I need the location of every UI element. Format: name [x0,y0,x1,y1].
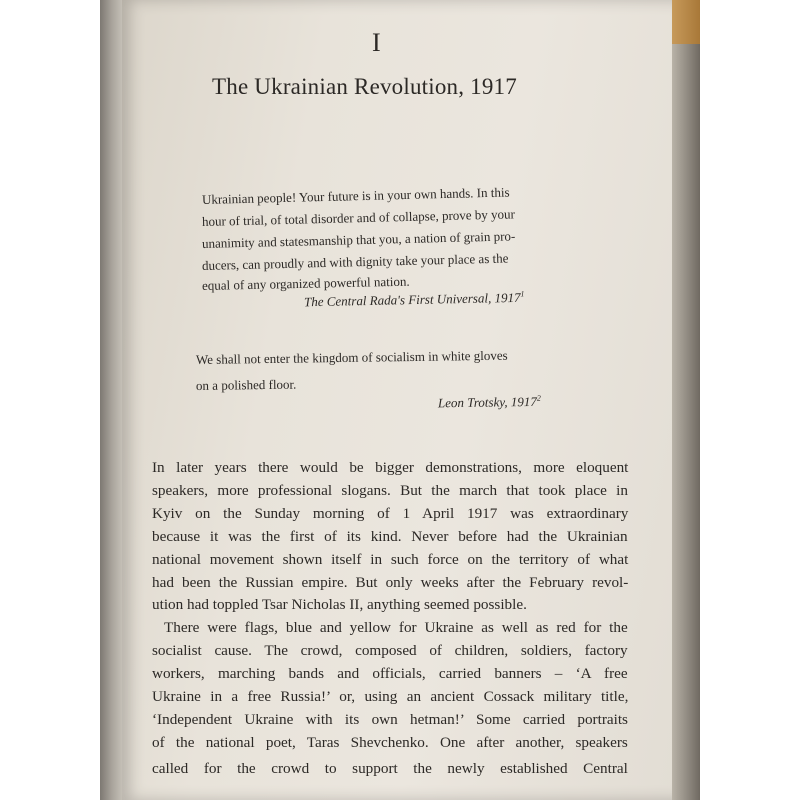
body-line: had been the Russian empire. But only weeks after the February revol- [152,574,629,591]
body-line: national movement shown itself in such force on the territory of what [152,551,629,568]
chapter-number: I [372,28,381,57]
body-line: Kyiv on the Sunday morning of 1 April 1917 was extraordinary [152,505,629,522]
body-line: ution had toppled Tsar Nicholas II, anything seemed possible. [152,596,527,613]
body-line: ‘Independent Ukraine with its own hetman!’ Some carried portraits [152,711,628,728]
book-cover-edge [672,0,700,800]
body-line: socialist cause. The crowd, composed of children, soldiers, factory [152,642,628,659]
body-line: Ukraine in a free Russia!’ or, using an ancient Cossack military title, [152,688,629,705]
epigraph2-line: on a polished floor. [195,376,297,393]
epigraph1-line: hour of trial, of total disorder and of collapse, prove by your [201,206,516,229]
body-line: speakers, more professional slogans. But the march that took place in [152,482,628,499]
epigraph2-line: We shall not enter the kingdom of socialism in white gloves [195,347,508,367]
footnote-marker: 1 [520,289,525,299]
body-line: In later years there would be bigger demonstrations, more eloquent [152,459,629,476]
chapter-title: The Ukrainian Revolution, 1917 [212,74,517,99]
epigraph1-line: equal of any organized powerful nation. [201,273,410,293]
epigraph2-attribution: Leon Trotsky, 1917$^2$ [437,393,541,411]
epigraph1-line: ducers, can proudly and with dignity take your place as the [201,250,509,273]
body-line: of the national poet, Taras Shevchenko. One after another, speakers [152,734,628,751]
epigraph1-line: unanimity and statesmanship that you, a nation of grain pro- [201,228,516,251]
epigraph1-line: Ukrainian people! Your future is in your own hands. In this [201,184,510,207]
epigraph1-attribution: The Central Rada's First Universal, 1917$^1$ [303,289,525,310]
footnote-marker: 2 [536,393,541,403]
body-line: There were flags, blue and yellow for Ukraine as well as red for the [164,619,628,636]
body-line: workers, marching bands and officials, carried banners – ‘A free [152,665,628,682]
body-line: because it was the first of its kind. Never before had the Ukrainian [152,528,628,545]
body-line: called for the crowd to support the newly established Central [152,760,628,777]
